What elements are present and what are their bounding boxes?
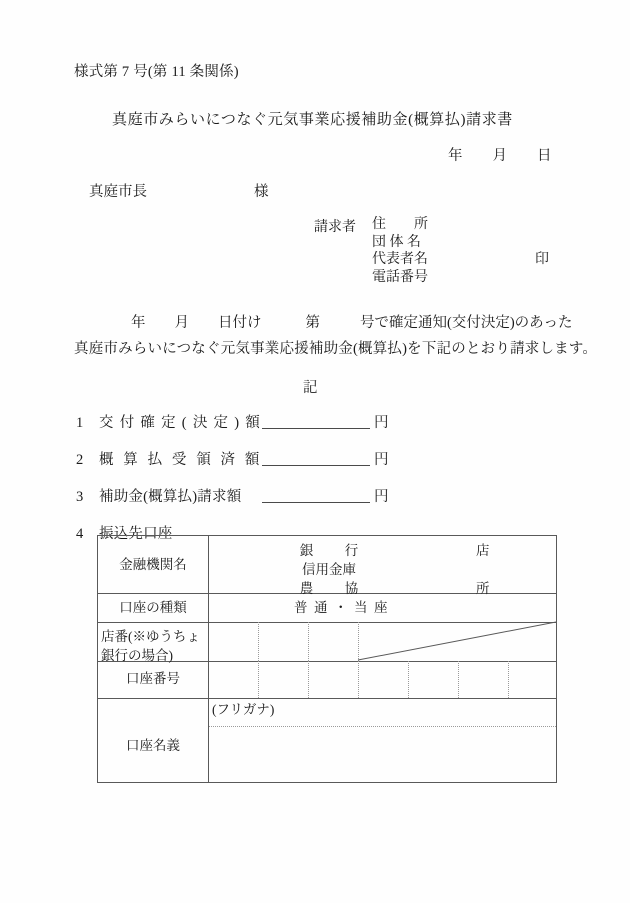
institution-option-nokyo-label: 農 協 (299, 581, 368, 596)
branch-no-divider-3 (358, 622, 359, 661)
requester-field-address (372, 216, 428, 234)
institution-option-shinkin-label: 信用金庫 (302, 562, 356, 577)
account-no-divider-4 (408, 661, 409, 698)
account-no-divider-3 (358, 661, 359, 698)
institution-option-bank-label: 銀 行 (299, 543, 368, 558)
furigana-label: (フリガナ) (212, 702, 275, 717)
requester-phone-label: 電話番号 (372, 269, 428, 285)
requester-field-phone (372, 269, 428, 287)
item-3-unit: 円 (374, 489, 389, 505)
branch-no-divider-2 (308, 622, 309, 661)
table-label-account-type: 口座の種類 (119, 600, 187, 615)
table-label-institution: 金融機関名 (119, 557, 187, 572)
institution-option-nokyo-suffix: 所 (476, 581, 490, 596)
addressee-name: 真庭市長 (89, 184, 147, 200)
institution-option-nokyo[interactable] (208, 579, 558, 598)
ki-marker: 記 (303, 380, 318, 396)
table-label-branch-no-line1: 店番(※ゆうちょ (101, 629, 200, 644)
item-1-amount-field[interactable] (262, 413, 370, 429)
requester-field-organization (372, 234, 428, 252)
account-no-divider-2 (308, 661, 309, 698)
item-4-label: 振込先口座 (99, 526, 173, 542)
item-2-amount-field[interactable] (262, 450, 370, 466)
date-line (448, 144, 552, 165)
date-year-label: 年 (448, 148, 463, 164)
addressee-honorific: 様 (254, 184, 269, 200)
item-row-2 (76, 448, 389, 469)
table-rule-h4 (98, 698, 556, 699)
table-label-branch-no (98, 627, 208, 665)
item-1-number: 1 (76, 415, 84, 431)
table-label-account-no: 口座番号 (126, 671, 180, 686)
table-label-account-holder: 口座名義 (126, 738, 180, 753)
account-no-divider-1 (258, 661, 259, 698)
requester-field-representative (372, 251, 549, 269)
institution-option-bank[interactable] (208, 541, 558, 560)
item-2-number: 2 (76, 452, 84, 468)
furigana-divider (209, 726, 556, 727)
form-number: 様式第 7 号(第 11 条関係) (74, 64, 239, 80)
item-4-number: 4 (76, 526, 84, 542)
item-3-label: 補助金(概算払)請求額 (99, 489, 242, 505)
institution-option-bank-suffix: 店 (476, 543, 490, 558)
notice-month-label: 月 (174, 315, 189, 331)
requester-fields (372, 216, 549, 286)
account-type-options[interactable]: 普通・当座 (294, 600, 394, 615)
notice-dayfuke-label: 日付け (218, 315, 262, 331)
account-no-divider-6 (508, 661, 509, 698)
page-title: 真庭市みらいにつなぐ元気事業応援補助金(概算払)請求書 (112, 112, 513, 128)
item-2-label: 概算払受領済額 (99, 452, 270, 468)
item-1-unit: 円 (374, 415, 389, 431)
table-label-branch-no-line2: 銀行の場合) (101, 648, 173, 663)
item-3-amount-field[interactable] (262, 487, 370, 503)
requester-label: 請求者 (314, 220, 356, 235)
date-day-label: 日 (537, 148, 552, 164)
institution-option-shinkin[interactable] (208, 560, 558, 579)
date-month-label: 月 (492, 148, 507, 164)
item-1-label: 交付確定(決定)額 (99, 415, 266, 431)
item-3-number: 3 (76, 489, 84, 505)
requester-organization-label: 団 体 名 (372, 234, 421, 250)
requester-representative-label: 代表者名 (372, 252, 428, 267)
body-paragraph-line-2: 真庭市みらいにつなぐ元気事業応援補助金(概算払)を下記のとおり請求します。 (74, 341, 598, 357)
institution-type-options (208, 541, 558, 598)
addressee (89, 180, 269, 201)
branch-no-divider-1 (258, 622, 259, 661)
body-paragraph-line-1 (131, 311, 573, 332)
item-row-3 (76, 485, 389, 506)
notice-year-label: 年 (131, 315, 146, 331)
account-no-divider-5 (458, 661, 459, 698)
seal-mark: 印 (535, 252, 549, 267)
bank-account-table (97, 535, 557, 783)
item-2-unit: 円 (374, 452, 389, 468)
notice-tail-text: 号で確定通知(交付決定)のあった (360, 315, 573, 331)
item-row-1 (76, 411, 389, 432)
requester-address-label: 住 所 (372, 217, 428, 232)
table-rule-h2 (98, 622, 556, 623)
notice-number-prefix: 第 (305, 315, 320, 331)
